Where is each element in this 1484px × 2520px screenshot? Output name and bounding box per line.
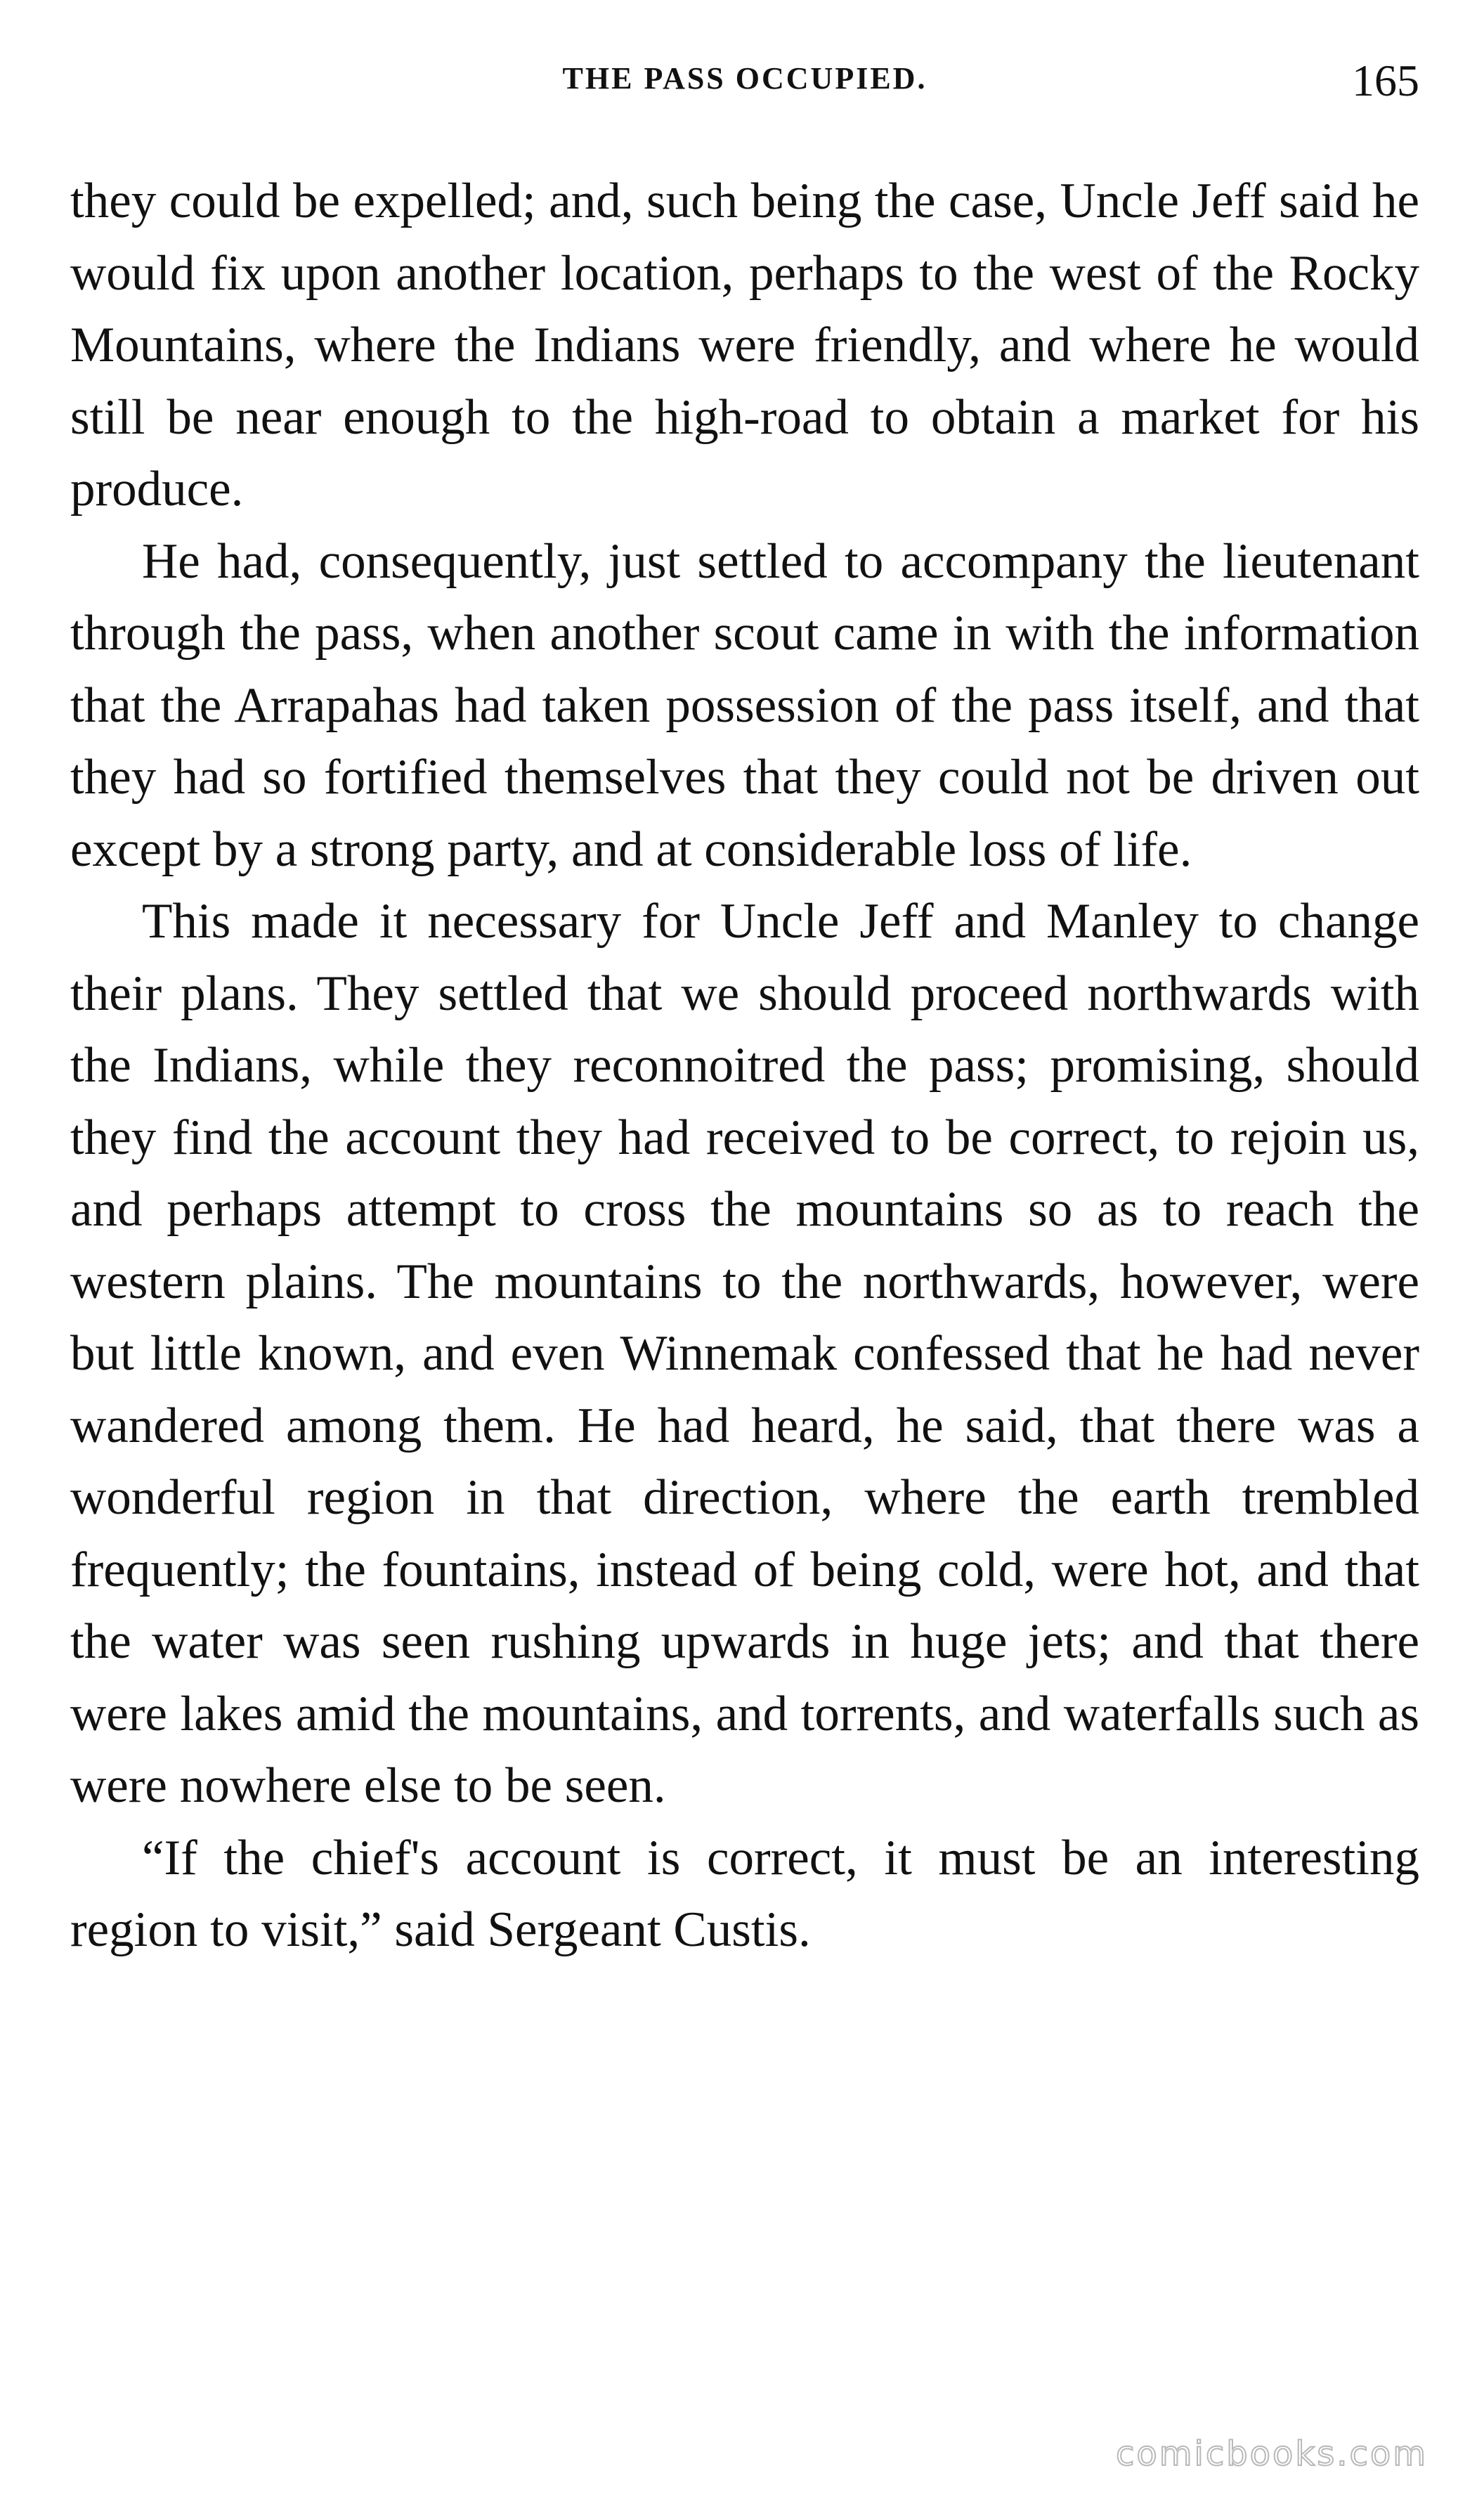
paragraph: This made it necessary for Uncle Jeff and Manley to change their plans. They settled that we should proceed northwards with the Indians, while they reconnoitred the pass; promising, should they find the account they had received to be correct, to rejoin us, and perhaps attempt to cross the mountains so as to reach the western plains. The mountains to the northwards, however, were but little known, and even Winnemak confessed that he had never wandered among them. He had heard, he said, that there was a wonderful region in that direction, where the earth trembled frequently; the fountains, instead of being cold, were hot, and that the water was seen rushing upwards in huge jets; and that there were lakes amid the mountains, and torrents, and waterfalls such as were nowhere else to be seen. — [70, 894, 1419, 1813]
running-title: THE PASS OCCUPIED. — [562, 61, 928, 96]
watermark: comicbooks.com — [1115, 2434, 1428, 2474]
paragraph: He had, consequently, just settled to accompany the lieutenant through the pass, when another scout came in with the information that the Arrapahas had taken possession of the pass itself, and that they had so fortified themselves that they could not be driven out except by a strong party, and at considerable loss of life. — [70, 533, 1419, 877]
page-number: 165 — [1352, 56, 1419, 105]
paragraph: they could be expelled; and, such being the case, Uncle Jeff said he would fix upon another location, perhaps to the west of the Rocky Mountains, where the Indians were friendly, and where he would still be near enough to the high-road to obtain a market for his produce. — [70, 174, 1419, 517]
paragraph: “If the chief's account is correct, it must be an interesting region to visit,” said Sergeant Custis. — [70, 1830, 1419, 1957]
running-head — [70, 55, 1419, 118]
body-text — [70, 165, 1419, 1966]
